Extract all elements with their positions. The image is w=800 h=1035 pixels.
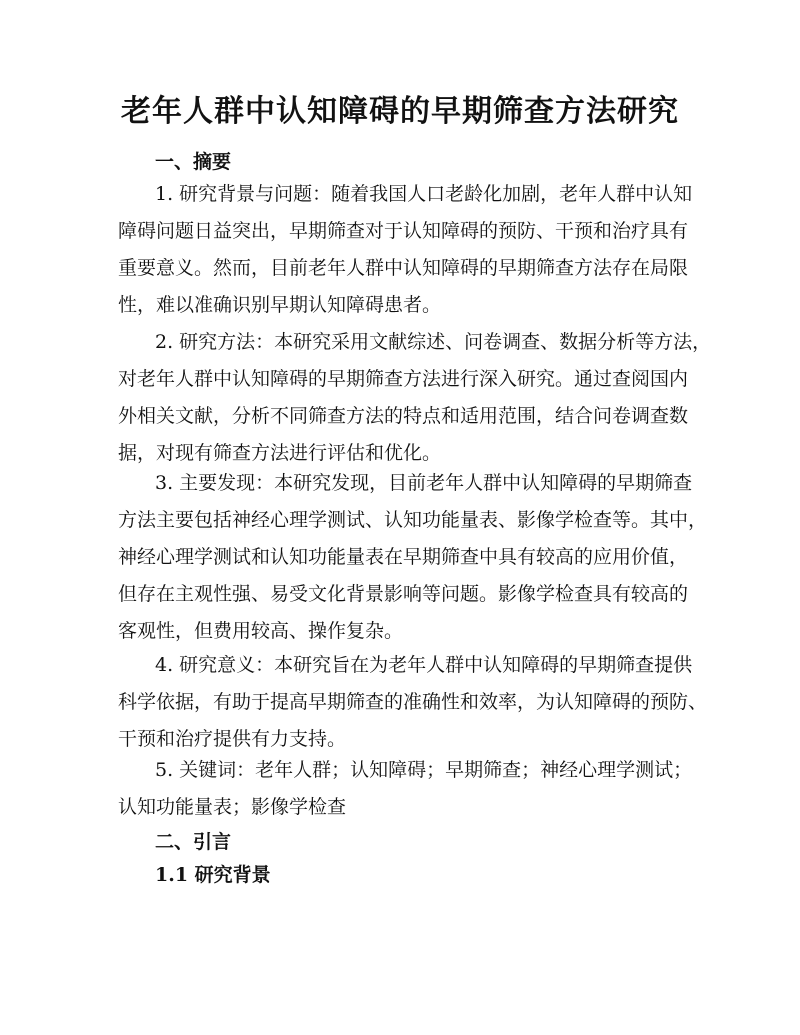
paragraph-line: 外相关文献，分析不同筛查方法的特点和适用范围，结合问卷调查数: [118, 405, 689, 427]
paragraph-line: 科学依据，有助于提高早期筛查的准确性和效率，为认知障碍的预防、: [118, 691, 708, 713]
paragraph-line: 5. 关键词：老年人群；认知障碍；早期筛查；神经心理学测试；: [155, 759, 693, 781]
paragraph-line: 认知功能量表；影像学检查: [118, 796, 347, 818]
paragraph-line: 但存在主观性强、易受文化背景影响等问题。影像学检查具有较高的: [118, 583, 689, 605]
paragraph-line: 3. 主要发现：本研究发现，目前老年人群中认知障碍的早期筛查: [155, 472, 693, 494]
paragraph-line: 性，难以准确识别早期认知障碍患者。: [118, 294, 442, 316]
paragraph-findings: [118, 465, 708, 650]
paragraph-line: 客观性，但费用较高、操作复杂。: [118, 620, 404, 642]
document-title: 老年人群中认知障碍的早期筛查方法研究: [121, 94, 679, 129]
paragraph-line: 障碍问题日益突出，早期筛查对于认知障碍的预防、干预和治疗具有: [118, 220, 689, 242]
paragraph-line: 重要意义。然而，目前老年人群中认知障碍的早期筛查方法存在局限: [118, 257, 689, 279]
paragraph-line: 干预和治疗提供有力支持。: [118, 728, 347, 750]
paragraph-methods: [118, 324, 712, 472]
section-heading-introduction: 二、引言: [155, 831, 232, 853]
paragraph-line: 2. 研究方法：本研究采用文献综述、问卷调查、数据分析等方法，: [155, 331, 712, 353]
paragraph-line: 1. 研究背景与问题：随着我国人口老龄化加剧，老年人群中认知: [155, 183, 693, 205]
paragraph-keywords: [118, 752, 693, 826]
paragraph-line: 神经心理学测试和认知功能量表在早期筛查中具有较高的应用价值，: [118, 546, 689, 568]
paragraph-line: 据，对现有筛查方法进行评估和优化。: [118, 442, 442, 464]
paragraph-background: [118, 176, 693, 324]
paragraph-significance: [118, 647, 708, 758]
paragraph-line: 方法主要包括神经心理学测试、认知功能量表、影像学检查等。其中，: [118, 509, 708, 531]
subsection-heading-research-background: 1.1 研究背景: [155, 864, 271, 886]
paragraph-line: 对老年人群中认知障碍的早期筛查方法进行深入研究。通过查阅国内: [118, 368, 689, 390]
paragraph-line: 4. 研究意义：本研究旨在为老年人群中认知障碍的早期筛查提供: [155, 654, 693, 676]
section-heading-abstract: 一、摘要: [155, 151, 232, 173]
